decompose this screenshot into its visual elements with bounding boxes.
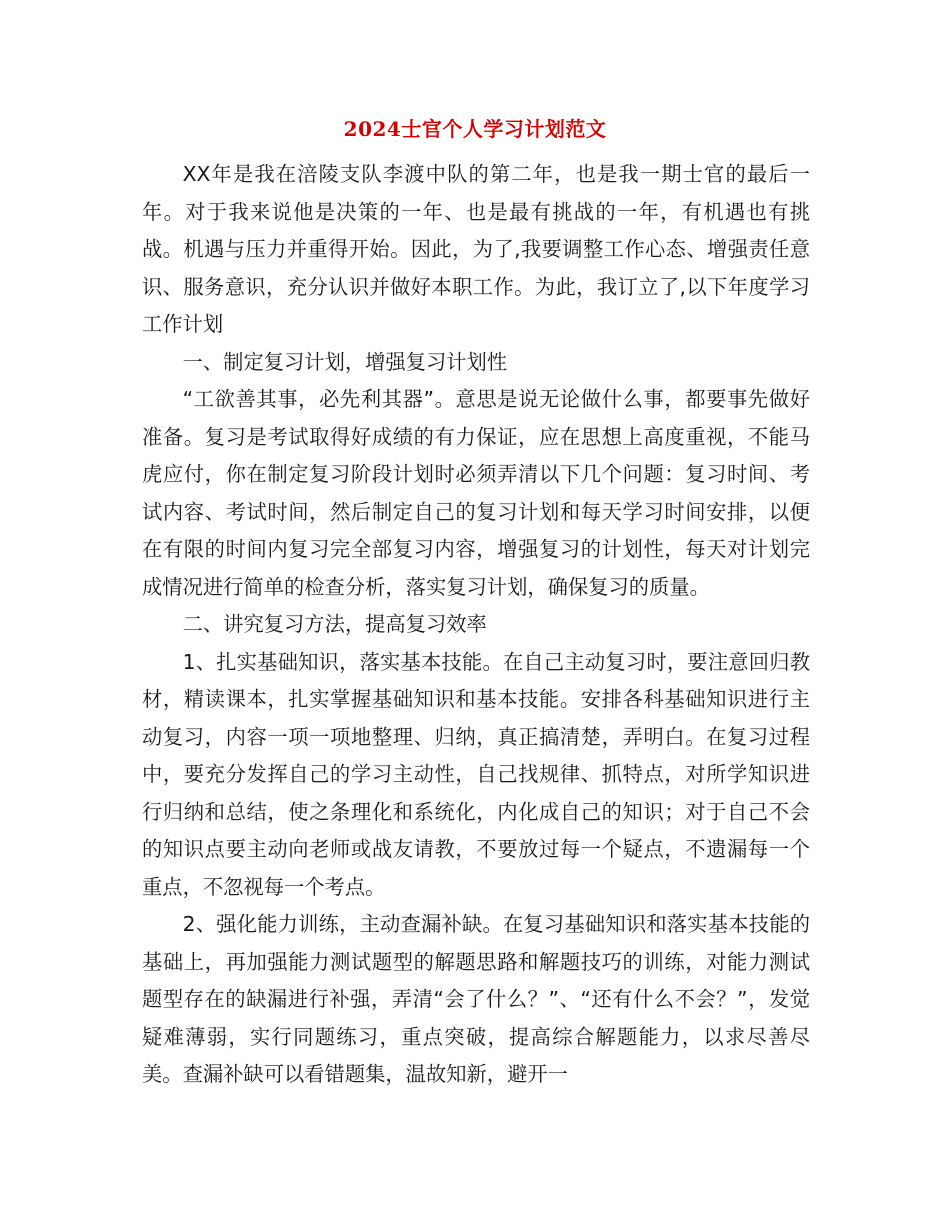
paragraph-intro: XX年是我在涪陵支队李渡中队的第二年，也是我一期士官的最后一年。对于我来说他是决策的一年、也是最有挑战的一年，有机遇也有挑战。机遇与压力并重得开始。因此，为了,我要调整工作心态、增强责任意识、服务意识，充分认识并做好本职工作。为此，我订立了,以下年度学习工作计划 (142, 162, 810, 336)
document-body (142, 156, 810, 1094)
section-heading-2: 二、讲究复习方法，提高复习效率 (182, 612, 487, 636)
paragraph-ability-training: 2、强化能力训练，主动查漏补缺。在复习基础知识和落实基本技能的基础上，再加强能力测试题型的解题思路和解题技巧的训练，对能力测试题型存在的缺漏进行补强，弄清“会了什么？”、“还有什么不会？”，发觉疑难薄弱，实行同题练习，重点突破，提高综合解题能力，以求尽善尽美。查漏补缺可以看错题集，温故知新，避开一 (142, 912, 810, 1086)
paragraph-basic-knowledge: 1、扎实基础知识，落实基本技能。在自己主动复习时，要注意回归教材，精读课本，扎实掌握基础知识和基本技能。安排各科基础知识进行主动复习，内容一项一项地整理、归纳，真正搞清楚，弄明白。在复习过程中，要充分发挥自己的学习主动性，自己找规律、抓特点，对所学知识进行归纳和总结，使之条理化和系统化，内化成自己的知识；对于自己不会的知识点要主动向老师或战友请教，不要放过每一个疑点，不遗漏每一个重点，不忽视每一个考点。 (142, 649, 810, 899)
section-heading-1: 一、制定复习计划，增强复习计划性 (182, 349, 508, 374)
document-title: 2024士官个人学习计划范文 (343, 117, 607, 141)
paragraph-review-plan: “工欲善其事，必先利其器”。意思是说无论做什么事，都要事先做好准备。复习是考试取得好成绩的有力保证，应在思想上高度重视，不能马虎应付，你在制定复习阶段计划时必须弄清以下几个问题：复习时间、考试内容、考试时间，然后制定自己的复习计划和每天学习时间安排，以便在有限的时间内复习完全部复习内容，增强复习的计划性，每天对计划完成情况进行简单的检查分析，落实复习计划，确保复习的质量。 (142, 387, 810, 599)
